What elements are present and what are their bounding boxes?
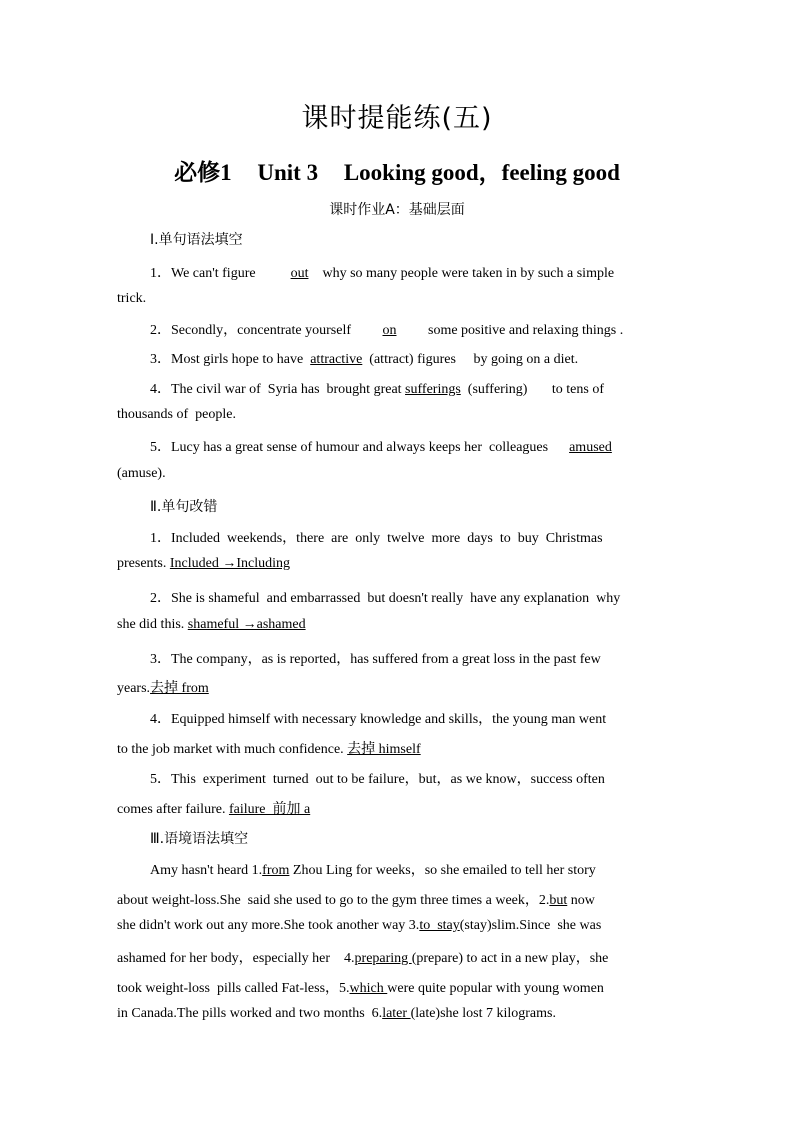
unit-subtitle bbox=[0, 154, 794, 187]
question-text: Most girls hope to have bbox=[171, 352, 304, 367]
passage-text: (late)she lost 7 kilograms. bbox=[410, 1006, 556, 1021]
question-text: she did this. bbox=[117, 617, 185, 632]
s2-q1-line2 bbox=[117, 556, 290, 572]
s2-q4-line2 bbox=[117, 738, 421, 758]
question-text: Included weekends，there are only twelve more days to buy Christmas bbox=[171, 531, 603, 546]
question-text: Lucy has a great sense of humour and always keeps her colleagues bbox=[171, 440, 549, 455]
s1-q3-line1 bbox=[150, 348, 578, 368]
subtitle-module: 必修1 bbox=[174, 160, 232, 185]
question-number: 5． bbox=[150, 440, 171, 455]
question-number: 2． bbox=[150, 591, 171, 606]
s2-q1-line1 bbox=[150, 527, 603, 547]
answer: 去掉 from bbox=[150, 681, 209, 696]
question-text: presents. bbox=[117, 556, 167, 571]
s2-q4-line1 bbox=[150, 708, 606, 728]
question-number: 4． bbox=[150, 382, 171, 397]
s3-line4 bbox=[117, 947, 608, 967]
s1-q5-line2: (amuse). bbox=[117, 466, 166, 481]
question-text: why so many people were taken in by such a simple bbox=[322, 266, 615, 281]
question-text: some positive and relaxing things . bbox=[428, 323, 624, 338]
question-text: She is shameful and embarrassed but doesn't really have any explanation why bbox=[171, 591, 621, 606]
question-number: 5． bbox=[150, 772, 171, 787]
passage-text: in Canada.The pills worked and two months 6. bbox=[117, 1006, 383, 1021]
question-number: 4． bbox=[150, 712, 171, 727]
s3-line3 bbox=[117, 918, 601, 934]
passage-text: Amy hasn't heard 1. bbox=[150, 863, 263, 878]
question-text: to the job market with much confidence. bbox=[117, 742, 344, 757]
question-text: This experiment turned out to be failure，but，as we know，success often bbox=[171, 772, 605, 787]
s1-q4-line2: thousands of people. bbox=[117, 407, 236, 422]
s1-q4-line1 bbox=[150, 378, 604, 398]
question-text: by going on a diet. bbox=[473, 352, 579, 367]
answer: Included →Including bbox=[169, 556, 291, 571]
s3-line6 bbox=[117, 1006, 556, 1022]
question-number: 1． bbox=[150, 266, 171, 281]
s2-q5-line1 bbox=[150, 768, 605, 788]
s1-q1-line2: trick. bbox=[117, 291, 147, 306]
passage-text: about weight-loss.She said she used to go to the gym three times a week，2. bbox=[117, 893, 550, 908]
question-text: comes after failure. bbox=[117, 802, 226, 817]
s3-line2 bbox=[117, 889, 595, 909]
question-number: 3． bbox=[150, 352, 171, 367]
s1-q2-line1 bbox=[150, 319, 623, 339]
question-text: The company，as is reported，has suffered from a great loss in the past few bbox=[171, 652, 601, 667]
subtitle-topic: Looking good，feeling good bbox=[343, 160, 620, 185]
answer: on bbox=[382, 323, 397, 338]
question-number: 2． bbox=[150, 323, 171, 338]
passage-text: she didn't work out any more.She took another way 3. bbox=[117, 918, 420, 933]
s2-q3-line1 bbox=[150, 648, 601, 668]
s2-q3-line2 bbox=[117, 677, 209, 697]
answer: 去掉 himself bbox=[347, 742, 421, 757]
passage-text: now bbox=[567, 893, 595, 908]
question-number: 1． bbox=[150, 531, 171, 546]
answer: attractive bbox=[310, 352, 363, 367]
answer: preparing bbox=[354, 951, 412, 966]
s2-q2-line1 bbox=[150, 587, 620, 607]
answer: to stay bbox=[419, 918, 460, 933]
question-text: (attract) figures bbox=[369, 352, 456, 367]
answer: later bbox=[382, 1006, 411, 1021]
answer: failure 前加 a bbox=[228, 802, 311, 817]
s3-line5 bbox=[117, 977, 604, 997]
passage-text: ashamed for her body，especially her 4. bbox=[117, 951, 355, 966]
section1-heading: Ⅰ.单句语法填空 bbox=[150, 232, 243, 248]
question-text: (suffering) bbox=[467, 382, 528, 397]
question-text: Secondly，concentrate yourself bbox=[171, 323, 351, 338]
passage-text: took weight-loss pills called Fat-less，5. bbox=[117, 981, 350, 996]
passage-text: Zhou Ling for weeks，so she emailed to tell her story bbox=[289, 863, 596, 878]
s2-q5-line2 bbox=[117, 798, 310, 818]
answer: amused bbox=[569, 440, 612, 455]
answer: sufferings bbox=[405, 382, 461, 397]
question-text: Equipped himself with necessary knowledge and skills，the young man went bbox=[171, 712, 607, 727]
task-header: 课时作业A：基础层面 bbox=[329, 202, 465, 218]
passage-text: were quite popular with young women bbox=[387, 981, 604, 996]
question-text: to tens of bbox=[551, 382, 604, 397]
s2-q2-line2 bbox=[117, 617, 306, 633]
section2-heading: Ⅱ.单句改错 bbox=[150, 499, 218, 515]
answer: from bbox=[262, 863, 290, 878]
subtitle-unit: Unit 3 bbox=[257, 160, 319, 185]
answer: which bbox=[349, 981, 388, 996]
s1-q5-line1 bbox=[150, 436, 612, 456]
answer: out bbox=[290, 266, 309, 281]
question-text: years. bbox=[117, 681, 151, 696]
page-title: 课时提能练(五) bbox=[301, 103, 493, 134]
passage-text: (stay)slim.Since she was bbox=[459, 918, 602, 933]
s3-line1 bbox=[150, 859, 596, 879]
section3-heading: Ⅲ.语境语法填空 bbox=[150, 831, 249, 847]
answer: shameful →ashamed bbox=[187, 617, 306, 632]
s1-q1-line1 bbox=[150, 262, 614, 282]
question-text: The civil war of Syria has brought great bbox=[171, 382, 402, 397]
answer: but bbox=[549, 893, 568, 908]
passage-text: (prepare) to act in a new play，she bbox=[411, 951, 609, 966]
question-text: We can't figure bbox=[171, 266, 256, 281]
question-number: 3． bbox=[150, 652, 171, 667]
